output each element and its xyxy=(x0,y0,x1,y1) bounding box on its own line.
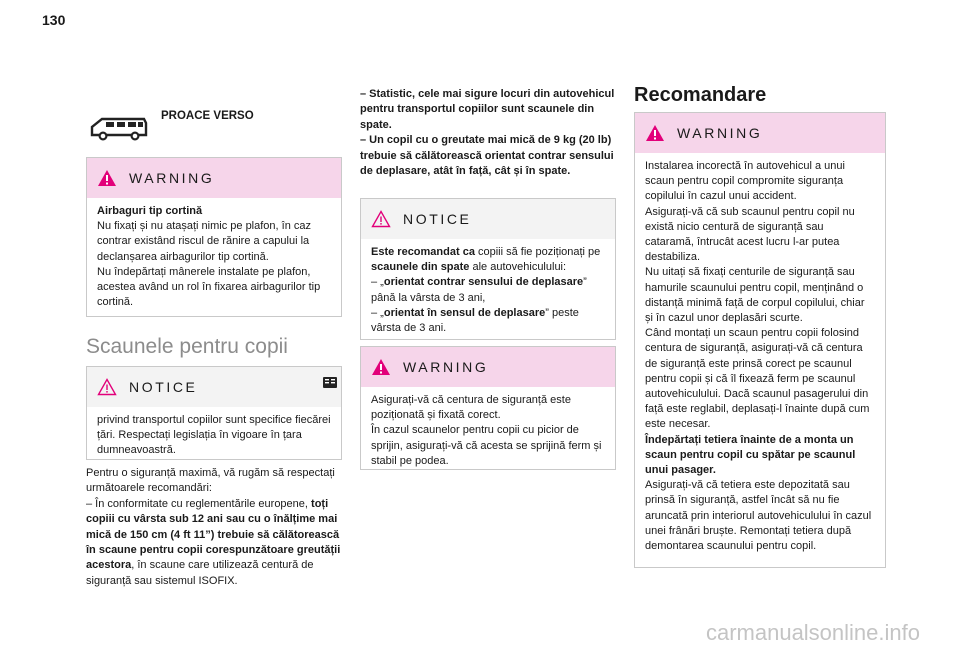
notice-box-rear-seats xyxy=(360,198,616,340)
warning-header xyxy=(87,158,341,198)
warning-box-recommendation xyxy=(634,112,886,568)
intro-paragraph: Pentru o siguranță maximă, vă rugăm să respectați următoarele recomandări: xyxy=(86,467,335,495)
warning-text: Nu fixați și nu atașați nimic pe plafon, în caz contrar existând riscul de rănire a capului la declanșarea airbagurilor tip cortină. xyxy=(97,220,311,263)
warning-title: WARNING xyxy=(129,170,215,186)
notice-paragraph: Este recomandat ca copiii să fie poziționați pe scaunele din spate ale autovehiculului: xyxy=(371,246,601,274)
warning-text: Asigurați-vă că tetiera este depozitată sau prinsă în siguranță, astfel încât să nu fie aruncată prin interiorul autovehiculului în cazul unei frânări bruște. Remontați tetiera după demontarea scaunului pentru copil. xyxy=(645,479,872,553)
warning-text: În cazul scaunelor pentru copii cu picior de sprijin, asigurați-vă că acesta se sprijină ferm și stabil pe podea. xyxy=(371,424,602,467)
list-item: – În conformitate cu reglementările europene, toți copiii cu vârsta sub 12 ani sau cu o înălțime mai mică de 150 cm (4 ft 11”) trebuie să călătorească în scaune pentru copii corespunzătoare greutății acestora, în scaune care utilizează centură de siguranță sau sistemul ISOFIX. xyxy=(86,497,341,587)
seat-statistics-text xyxy=(360,87,616,179)
list-item: – Statistic, cele mai sigure locuri din autovehicul pentru transportul copiilor sunt scaunele din spate. xyxy=(360,88,615,131)
warning-triangle-outline-icon xyxy=(97,378,117,396)
warning-text: Asigurați-vă că sub scaunul pentru copil nu există nicio centură de siguranță sau cataramă, întrucât acest lucru l-ar putea destabiliza. xyxy=(645,205,855,264)
warning-triangle-icon xyxy=(645,124,665,142)
warning-text: Nu îndepărtați mânerele instalate pe plafon, acestea având un rol în fixarea airbagurilor tip cortină. xyxy=(97,265,321,309)
vehicle-label: PROACE VERSO xyxy=(161,110,254,122)
warning-text-bold: Îndepărtați tetiera înainte de a monta un scaun pentru copil cu spătar pe scaunul unui pasager. xyxy=(645,433,856,477)
warning-text: Când montați un scaun pentru copii folosind centura de siguranță, asigurați-vă că centura de siguranță este prinsă corect pe scaunul pentru copii și că îl fixează ferm pe scaunul autovehiculului. Dacă scaunul pasagerului din față este reglabil, deplasați-l înainte după cum este necesar. xyxy=(645,327,870,431)
warning-text: Nu uitați să fixați centurile de siguranță sau hamurile scaunului pentru copil, menținând o distanță minimă față de corpul copilului, chiar și în cazul unor deplasări scurte. xyxy=(645,266,865,325)
notice-title: NOTICE xyxy=(403,211,472,227)
van-icon xyxy=(88,113,148,143)
section-title: Scaunele pentru copii xyxy=(86,335,288,358)
warning-text: Instalarea incorectă în autovehicul a unui scaun pentru copil compromite siguranța copilului în cazul unui accident. xyxy=(645,160,845,203)
list-item: – „orientat contrar sensului de deplasare” până la vârsta de 3 ani, xyxy=(371,276,587,304)
notice-header xyxy=(87,367,341,407)
warning-triangle-icon xyxy=(371,358,391,376)
notice-box-legislation xyxy=(86,366,342,460)
warning-box-airbags xyxy=(86,157,342,317)
warning-triangle-icon xyxy=(97,169,117,187)
warning-text: Asigurați-vă că centura de siguranță este poziționată și fixată corect. xyxy=(371,394,571,422)
child-seat-intro-text xyxy=(86,466,342,589)
watermark: carmanualsonline.info xyxy=(705,620,920,645)
warning-box-seatbelt xyxy=(360,346,616,470)
warning-header xyxy=(361,347,615,387)
list-item: – „orientat în sensul de deplasare” peste vârsta de 3 ani. xyxy=(371,306,579,335)
recommendation-title: Recomandare xyxy=(634,84,767,106)
notice-header xyxy=(361,199,615,239)
page-number: 130 xyxy=(42,12,66,28)
book-icon xyxy=(322,376,338,390)
notice-title: NOTICE xyxy=(129,379,198,395)
list-item: – Un copil cu o greutate mai mică de 9 kg (20 lb) trebuie să călătorească orientat contrar sensului de deplasare, atât în față, cât și în spate. xyxy=(360,134,614,178)
warning-title: WARNING xyxy=(403,359,489,375)
warning-header xyxy=(635,113,885,153)
warning-title: WARNING xyxy=(677,125,763,141)
warning-triangle-outline-icon xyxy=(371,210,391,228)
warning-heading: Airbaguri tip cortină xyxy=(97,205,203,217)
notice-text: privind transportul copiilor sunt specifice fiecărei țări. Respectați legislația în vigoare în țara dumneavoastră. xyxy=(97,414,331,457)
